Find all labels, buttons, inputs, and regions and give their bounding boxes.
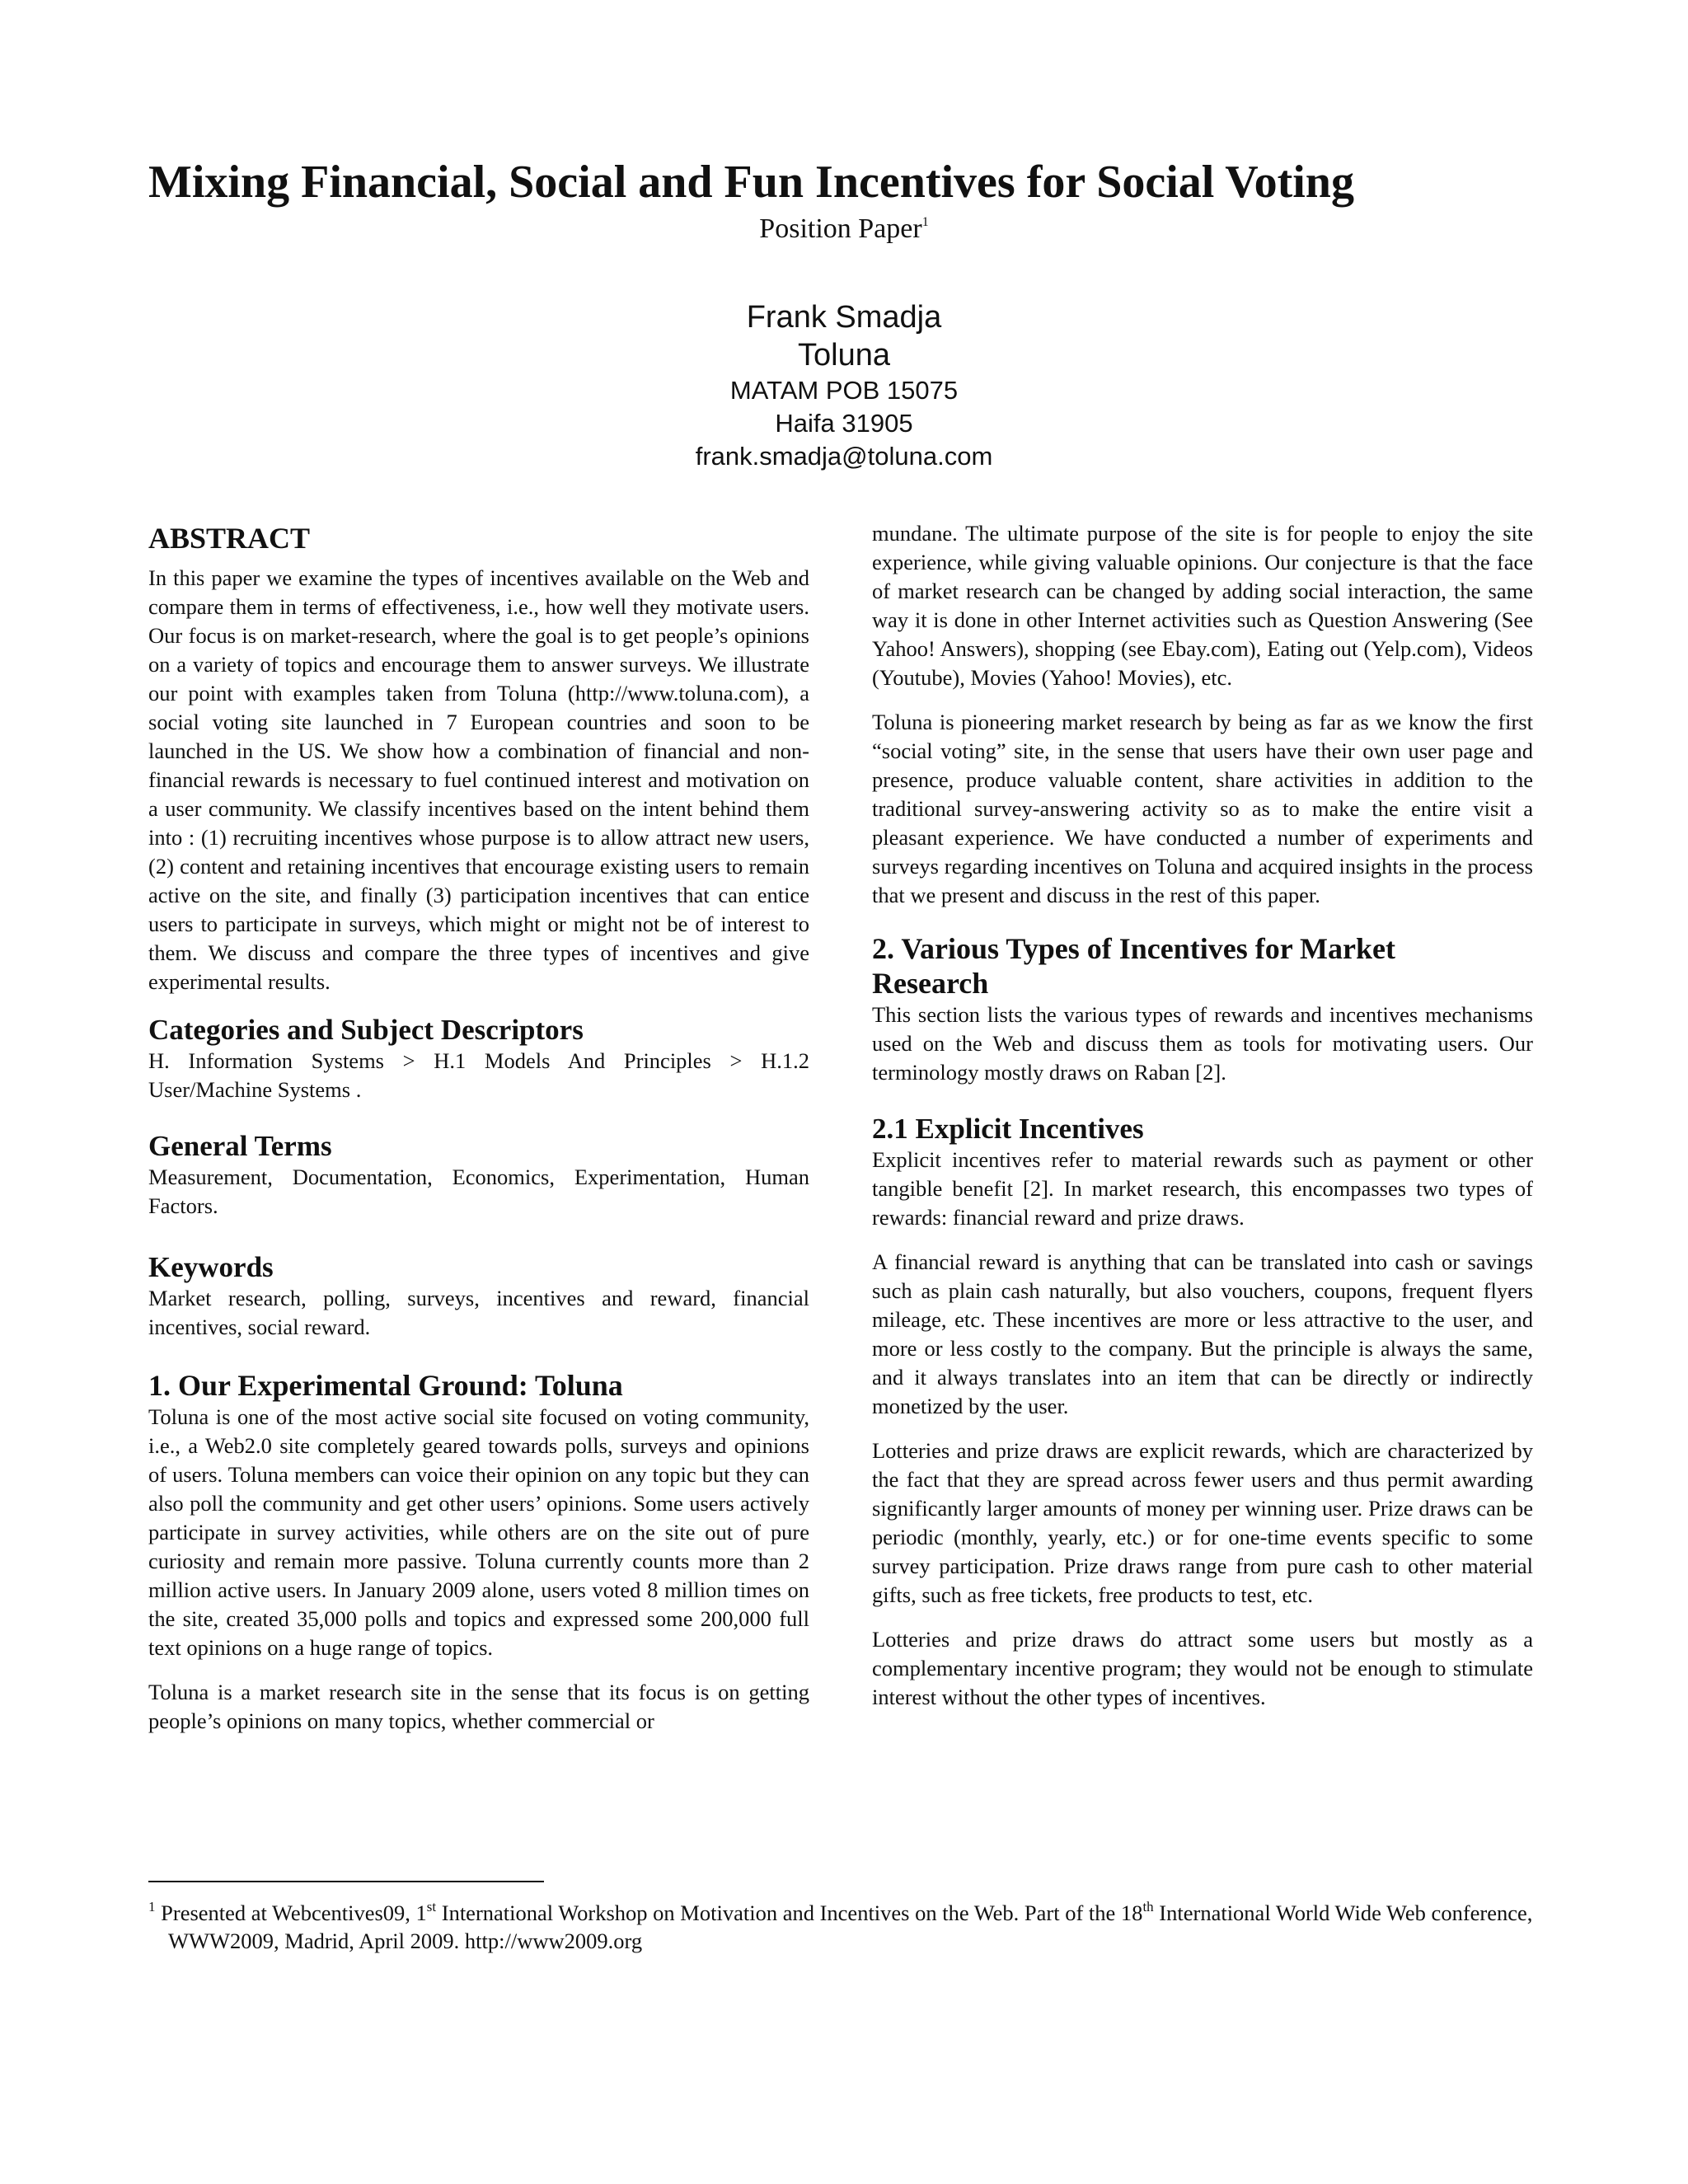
section-2-1-heading: 2.1 Explicit Incentives — [872, 1113, 1144, 1145]
author-address-line-2: Haifa 31905 — [775, 409, 913, 438]
section-2-1-paragraph-1: Explicit incentives refer to material rewards such as payment or other tangible benefit [2]. In market research, this encompasses two types of rewards: financial reward and prize draws. — [872, 1147, 1533, 1230]
abstract-heading: ABSTRACT — [148, 522, 311, 555]
section-1-paragraph-3: Toluna is pioneering market research by being as far as we know the first “social voting” site, in the sense that users have their own user page and presence, produce valuable content, share activities in addition to the traditional survey-answering activity so as to make the entire visit a pleasant experience. We have conducted a number of experiments and surveys regarding incentives on Toluna and acquired insights in the process that we present and discuss in the rest of this paper. — [872, 710, 1533, 907]
footnote-text-a: Presented at Webcentives09, 1 — [155, 1900, 427, 1925]
footnote-separator — [148, 1881, 544, 1882]
abstract-text: In this paper we examine the types of incentives available on the Web and compare them in terms of effectiveness, i.e., how well they motivate users. Our focus is on market-research, where the goal is to get people’s opinions on a variety of topics and encourage them to answer surveys. We illustrate our point with examples taken from Toluna (http://www.toluna.com), a social voting site launched in 7 European countries and soon to be launched in the US. We show how a combination of financial and non-financial rewards is necessary to fuel continued interest and motivation on a user community. We classify incentives based on the intent behind them into : (1) recruiting incentives whose purpose is to allow attract new users, (2) content and retaining incentives that encourage existing users to remain active on the site, and finally (3) participation incentives that can entice users to participate in surveys, which might or might not be of interest to them. We discuss and compare the three types of incentives and give experimental results. — [148, 565, 809, 994]
section-1-paragraph-1: Toluna is one of the most active social site focused on voting community, i.e., a Web2.0 site completely geared towards polls, surveys and opinions of users. Toluna members can voice their opinion on any topic but they can also poll the community and get other users’ opinions. Some users actively participate in survey activities, while others are on the site out of pure curiosity and remain more passive. Toluna currently counts more than 2 million active users. In January 2009 alone, users voted 8 million times on the site, created 35,000 polls and topics and expressed some 200,000 full text opinions on a huge range of topics. — [148, 1404, 809, 1660]
paper-subtitle — [0, 211, 1688, 247]
section-2-heading — [872, 931, 1533, 1001]
section-2-heading-line-2: Research — [872, 967, 989, 1000]
subtitle-footnote-mark: 1 — [921, 215, 929, 229]
footnote-text-b: International Workshop on Motivation and Incentives on the Web. Part of the 18 — [436, 1900, 1143, 1925]
section-2-heading-line-1: 2. Various Types of Incentives for Market — [872, 932, 1395, 965]
keywords-text: Market research, polling, surveys, incentives and reward, financial incentives, social reward. — [148, 1286, 809, 1339]
section-2-1-paragraph-4: Lotteries and prize draws do attract some users but mostly as a complementary incentive program; they would not be enough to stimulate interest without the other types of incentives. — [872, 1627, 1533, 1709]
right-column — [872, 519, 1533, 1727]
categories-heading: Categories and Subject Descriptors — [148, 1014, 584, 1046]
footnote — [148, 1899, 1553, 1955]
section-2-paragraph: This section lists the various types of rewards and incentives mechanisms used on the Web and discuss them as tools for motivating users. Our terminology mostly draws on Raban [2]. — [872, 1002, 1533, 1085]
paper-title: Mixing Financial, Social and Fun Incentives for Social Voting — [148, 157, 1354, 208]
section-2-1-paragraph-3: Lotteries and prize draws are explicit rewards, which are characterized by the fact that they are spread across fewer users and thus permit awarding significantly larger amounts of money per winning user. Prize draws can be periodic (monthly, yearly, etc.) or for one-time events specific to some survey participation. Prize draws range from pure cash to other material gifts, such as free tickets, free products to test, etc. — [872, 1438, 1533, 1607]
section-1-heading: 1. Our Experimental Ground: Toluna — [148, 1369, 623, 1402]
footnote-mark: 1 — [148, 1899, 156, 1915]
subtitle-text: Position Paper — [759, 213, 922, 244]
author-organization: Toluna — [798, 338, 890, 373]
categories-text: H. Information Systems > H.1 Models And Principles > H.1.2 User/Machine Systems . — [148, 1048, 809, 1102]
left-column — [148, 521, 809, 1751]
keywords-heading: Keywords — [148, 1251, 274, 1283]
section-1-paragraph-2: Toluna is a market research site in the sense that its focus is on getting people’s opinions on many topics, whether commercial or — [148, 1680, 809, 1733]
author-name: Frank Smadja — [746, 300, 942, 335]
author-email: frank.smadja@toluna.com — [695, 442, 993, 471]
author-address-line-1: MATAM POB 15075 — [729, 376, 959, 405]
general-terms-heading: General Terms — [148, 1130, 332, 1162]
footnote-ordinal-th: th — [1142, 1899, 1154, 1915]
section-2-1-paragraph-2: A financial reward is anything that can be translated into cash or savings such as plain cash naturally, but also vouchers, coupons, frequent flyers mileage, etc. These incentives are more or less attractive to the user, and more or less costly to the company. But the principle is always the same, and it always translates into an item that can be directly or indirectly monetized by the user. — [872, 1249, 1533, 1418]
footnote-ordinal-st: st — [426, 1899, 437, 1915]
section-1-paragraph-2-continued: mundane. The ultimate purpose of the site is for people to enjoy the site experience, while giving valuable opinions. Our conjecture is that the face of market research can be changed by adding social interaction, the same way it is done in other Internet activities such as Question Answering (See Yahoo! Answers), shopping (see Ebay.com), Eating out (Yelp.com), Videos (Youtube), Movies (Yahoo! Movies), etc. — [872, 521, 1533, 690]
author-block — [0, 298, 1688, 473]
general-terms-text: Measurement, Documentation, Economics, Experimentation, Human Factors. — [148, 1165, 809, 1218]
footnote-text-c: International World Wide Web conference, WWW2009, Madrid, April 2009. http://www2009.org — [168, 1900, 1533, 1953]
